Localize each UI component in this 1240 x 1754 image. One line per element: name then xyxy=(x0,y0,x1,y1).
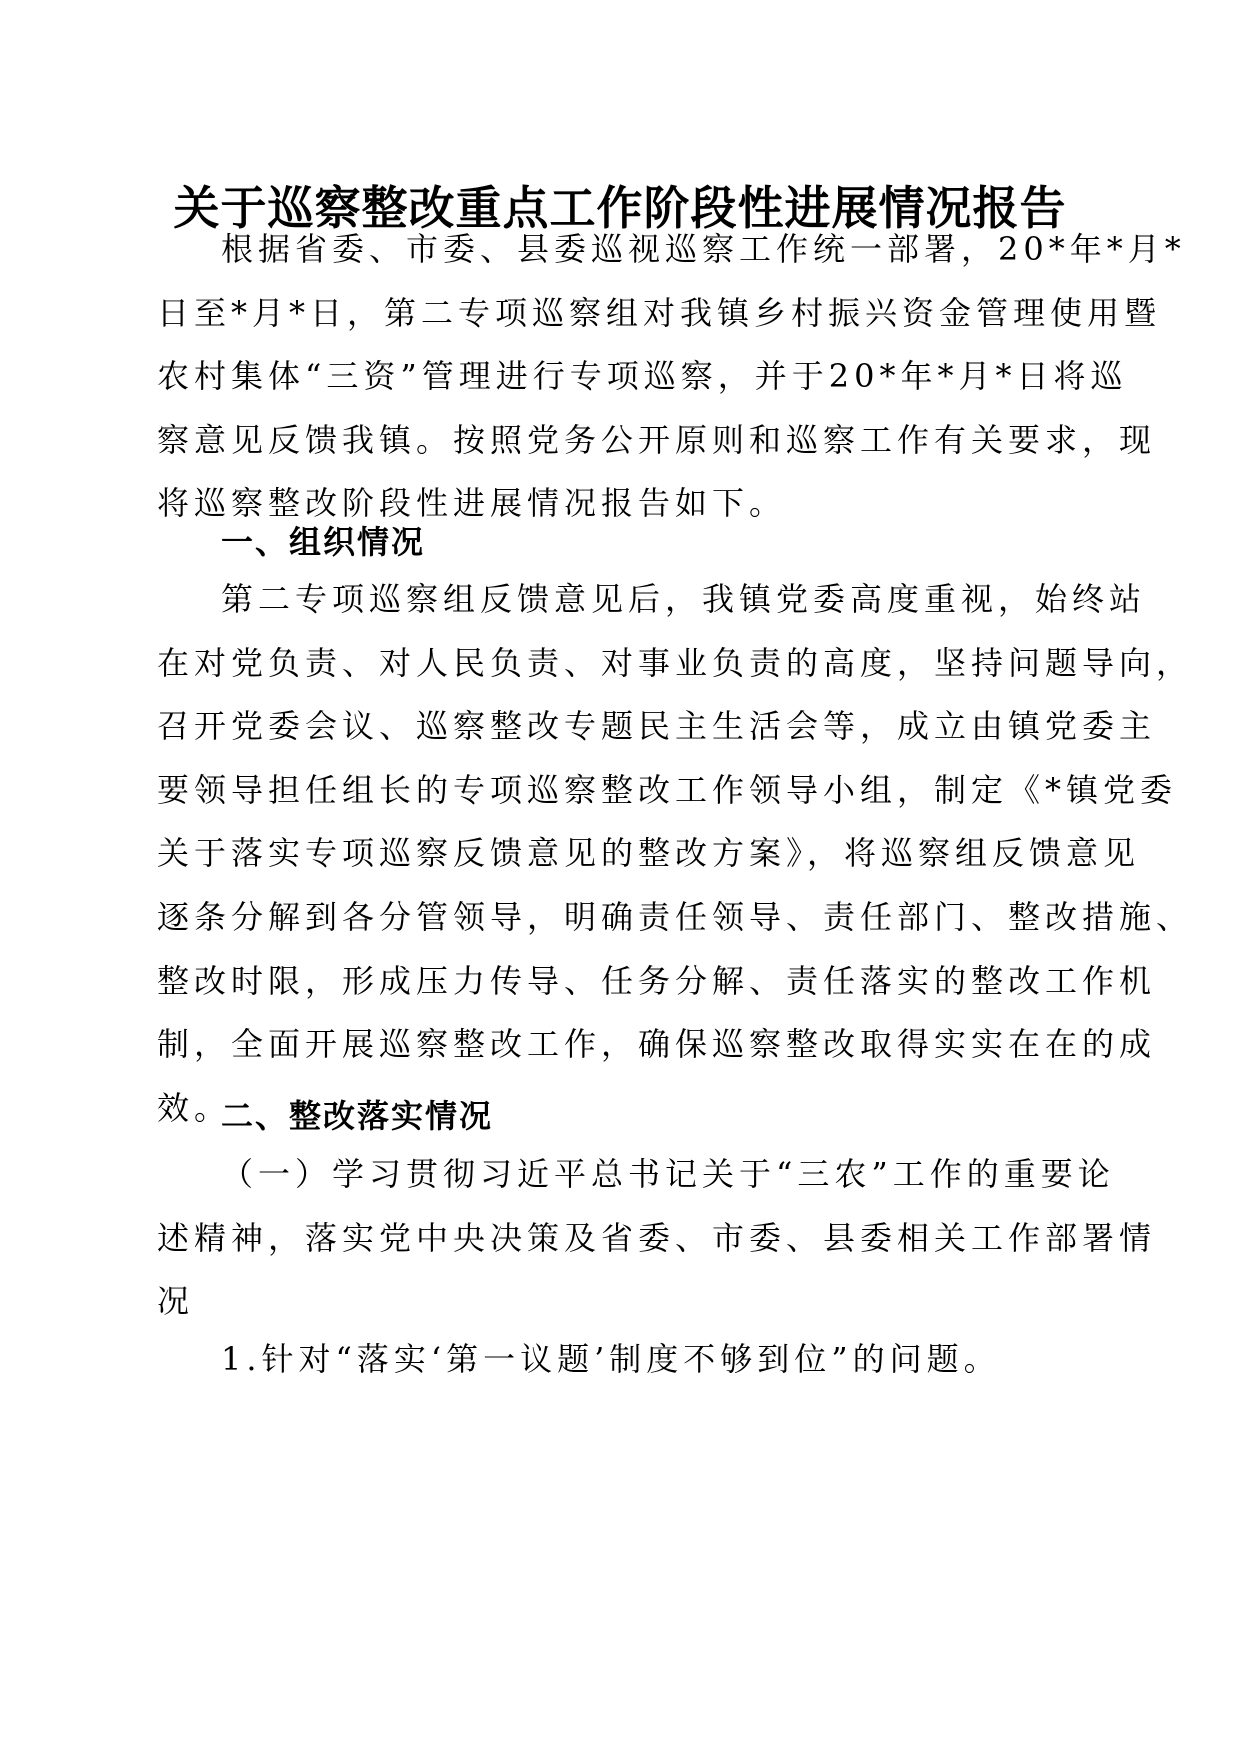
section1-line-3: 召开党委会议、巡察整改专题民主生活会等，成立由镇党委主 xyxy=(157,707,1157,746)
section-heading-organization: 一、组织情况 xyxy=(221,523,426,561)
item-1: 1.针对“落实‘第一议题’制度不够到位”的问题。 xyxy=(221,1340,1001,1378)
section1-line-5: 关于落实专项巡察反馈意见的整改方案》，将巡察组反馈意见 xyxy=(157,834,1141,873)
intro-line-4: 察意见反馈我镇。按照党务公开原则和巡察工作有关要求，现 xyxy=(157,420,1157,459)
section1-line-1: 第二专项巡察组反馈意见后，我镇党委高度重视，始终站 xyxy=(221,580,1147,618)
section1-line-7: 整改时限，形成压力传导、任务分解、责任落实的整改工作机 xyxy=(157,961,1157,1000)
intro-line-3: 农村集体“三资”管理进行专项巡察，并于20*年*月*日将巡 xyxy=(157,357,1128,396)
subsection1-paragraph xyxy=(157,1143,1157,1334)
section1-paragraph xyxy=(157,568,1194,1140)
section1-line-2: 在对党负责、对人民负责、对事业负责的高度，坚持问题导向， xyxy=(157,643,1194,682)
intro-line-2: 日至*月*日，第二专项巡察组对我镇乡村振兴资金管理使用暨 xyxy=(157,293,1162,332)
section-heading-rectification: 二、整改落实情况 xyxy=(221,1097,494,1135)
document-title: 关于巡察整改重点工作阶段性进展情况报告 xyxy=(173,181,1067,235)
subsection1-line-2: 述精神，落实党中央决策及省委、市委、县委相关工作部署情 xyxy=(157,1218,1157,1257)
intro-line-5: 将巡察整改阶段性进展情况报告如下。 xyxy=(157,484,787,523)
intro-paragraph xyxy=(157,218,1186,536)
section1-line-4: 要领导担任组长的专项巡察整改工作领导小组，制定《*镇党委 xyxy=(157,770,1178,809)
document-page xyxy=(157,0,1194,1754)
subsection1-line-1: （一）学习贯彻习近平总书记关于“三农”工作的重要论 xyxy=(221,1155,1115,1193)
intro-line-1: 根据省委、市委、县委巡视巡察工作统一部署，20*年*月* xyxy=(221,230,1186,268)
subsection1-line-3: 况 xyxy=(157,1282,195,1321)
section1-line-9: 效。 xyxy=(157,1088,232,1127)
section1-line-6: 逐条分解到各分管领导，明确责任领导、责任部门、整改措施、 xyxy=(157,897,1194,936)
section1-line-8: 制，全面开展巡察整改工作，确保巡察整改取得实实在在的成 xyxy=(157,1025,1157,1064)
